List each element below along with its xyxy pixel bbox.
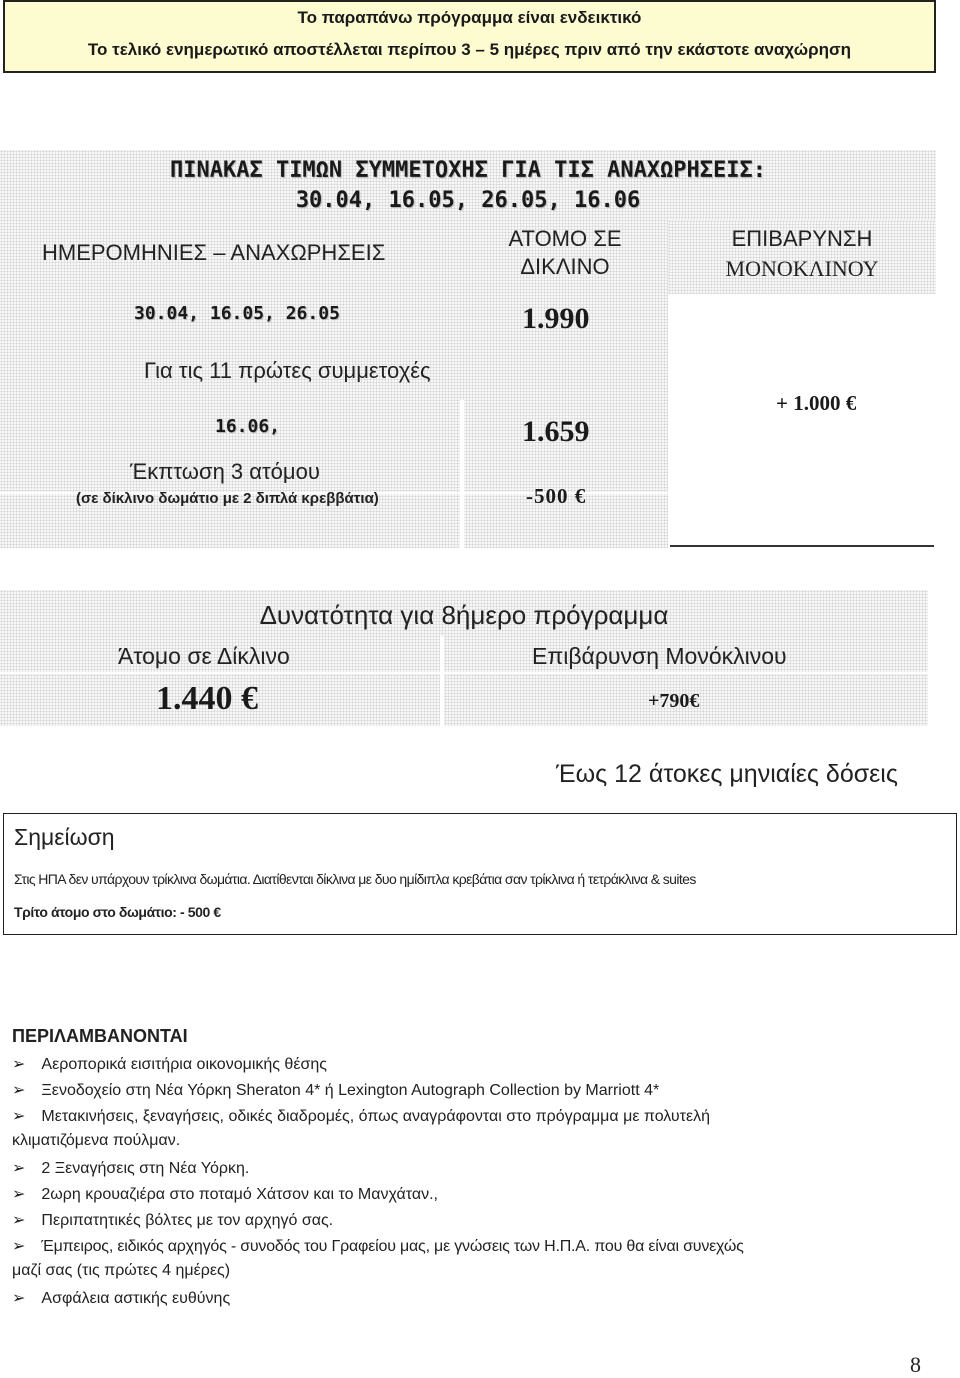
list-item-continuation: κλιματιζόμενα πούλμαν.: [12, 1132, 181, 1149]
page-number: 8: [910, 1352, 921, 1377]
price-table-title: ΠΙΝΑΚΑΣ ΤΙΜΩΝ ΣΥΜΜΕΤΟΧΗΣ ΓΙΑ ΤΙΣ ΑΝΑΧΩΡΗΣΕΙΣ:: [169, 158, 767, 183]
notice-line-2: Το τελικό ενημερωτικό αποστέλλεται περίπου 3 – 5 ημέρες πριν από την εκάστοτε αναχώρηση: [87, 40, 852, 59]
single-supplement: + 1.000 €: [776, 391, 857, 415]
notice-box: [3, 0, 936, 73]
row2-label: Για τις 11 πρώτες συμμετοχές: [144, 358, 431, 383]
bullet-arrow-icon: ➢: [12, 1108, 26, 1125]
column-header-single-line-2: ΜΟΝΟΚΛΙΝΟΥ: [725, 256, 879, 281]
discount-sub: (σε δίκλινο δωμάτιο με 2 διπλά κρεββάτια): [76, 490, 379, 507]
list-item: ➢ Ξενοδοχείο στη Νέα Υόρκη Sheraton 4* ή Lexington Autograph Collection by Marriott 4*: [12, 1082, 660, 1099]
list-item: ➢ 2ωρη κρουαζιέρα στο ποταμό Χάτσον και το Μανχάταν.,: [12, 1186, 438, 1203]
bullet-arrow-icon: ➢: [12, 1160, 26, 1177]
option8-col-double: Άτομο σε Δίκλινο: [118, 643, 290, 669]
list-item: ➢ Περιπατητικές βόλτες με τον αρχηγό σας.: [12, 1212, 334, 1229]
bullet-arrow-icon: ➢: [12, 1056, 26, 1073]
installments-text: Έως 12 άτοκες μηνιαίες δόσεις: [556, 760, 898, 788]
bullet-arrow-icon: ➢: [12, 1186, 26, 1203]
list-item: ➢ Ασφάλεια αστικής ευθύνης: [12, 1290, 231, 1307]
column-header-dates: ΗΜΕΡΟΜΗΝΙΕΣ – ΑΝΑΧΩΡΗΣΕΙΣ: [42, 240, 386, 265]
includes-heading: ΠΕΡΙΛΑΜΒΑΝΟΝΤΑΙ: [12, 1026, 188, 1046]
option8-row-divider: [0, 672, 928, 674]
price-table: [0, 150, 936, 550]
includes-list: [0, 1054, 940, 1314]
bullet-arrow-icon: ➢: [12, 1290, 26, 1307]
discount-value: -500 €: [526, 484, 587, 508]
column-header-double-line-2: ΔΙΚΛΙΝΟ: [520, 254, 610, 279]
column-divider: [668, 294, 670, 548]
list-item: ➢ Αεροπορικά εισιτήρια οικονομικής θέσης: [12, 1056, 327, 1073]
list-item: ➢ Μετακινήσεις, ξεναγήσεις, οδικές διαδρομές, όπως αναγράφονται στο πρόγραμμα με πολυτελή: [12, 1108, 711, 1125]
note-line-1: Στις ΗΠΑ δεν υπάρχουν τρίκλινα δωμάτια. Διατίθενται δίκλινα με δυο ημίδιπλα κρεβάτια σαν τρίκλινα ή τετράκλινα & suites: [14, 871, 696, 887]
option8-col-single: Επιβάρυνση Μονόκλινου: [532, 643, 787, 669]
note-heading: Σημείωση: [14, 824, 115, 850]
list-item: ➢ Έμπειρος, ειδικός αρχηγός - συνοδός του Γραφείου μας, με γνώσεις των Η.Π.Α. που θα είναι συνεχώς: [12, 1238, 744, 1255]
column-header-double-line-1: ΑΤΟΜΟ ΣΕ: [508, 226, 622, 251]
notice-line-1: Το παραπάνω πρόγραμμα είναι ενδεικτικό: [297, 8, 642, 27]
column-header-single-line-1: ΕΠΙΒΑΡΥΝΣΗ: [731, 226, 873, 251]
bullet-arrow-icon: ➢: [12, 1082, 26, 1099]
row1-dates: 30.04, 16.05, 26.05: [134, 303, 340, 324]
option8-title: Δυνατότητα για 8ήμερο πρόγραμμα: [259, 600, 669, 630]
row1-price: 1.990: [522, 302, 590, 335]
list-item: ➢ 2 Ξεναγήσεις στη Νέα Υόρκη.: [12, 1160, 250, 1177]
single-column-bottom-line: [670, 545, 934, 547]
option8-col-divider: [440, 636, 444, 726]
price-table-title-dates: 30.04, 16.05, 26.05, 16.06: [295, 188, 641, 213]
discount-label: Έκπτωση 3 ατόμου: [130, 459, 320, 484]
bullet-arrow-icon: ➢: [12, 1238, 26, 1255]
note-box: [3, 813, 957, 935]
option8-price-double: 1.440 €: [156, 680, 258, 717]
row3-dates: 16.06,: [215, 416, 281, 437]
cell-divider: [460, 400, 464, 548]
bullet-arrow-icon: ➢: [12, 1212, 26, 1229]
list-item-continuation: μαζί σας (τις πρώτες 4 ημέρες): [12, 1262, 231, 1279]
option8-table: [0, 590, 930, 728]
option8-price-single: +790€: [648, 690, 700, 712]
row3-price: 1.659: [522, 415, 590, 448]
note-line-2: Τρίτο άτομο στο δωμάτιο: - 500 €: [14, 904, 221, 920]
